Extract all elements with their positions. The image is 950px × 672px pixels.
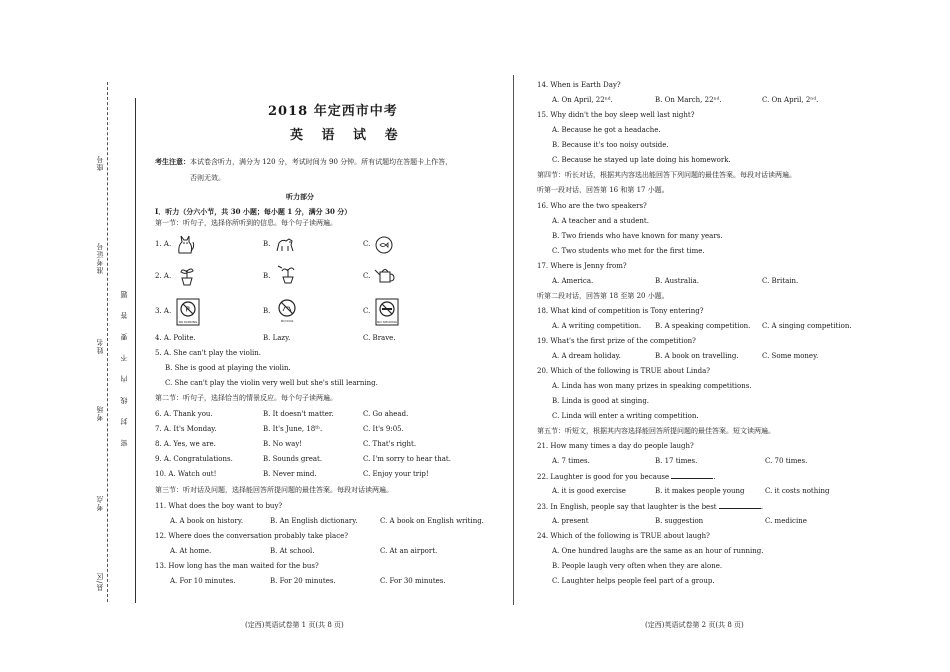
q21-question: 21. How many times a day do people laugh? [537, 442, 694, 450]
q8-option-c: C. That's right. [363, 440, 417, 448]
q18-option-c: C. A singing competition. [762, 322, 852, 330]
q10-option-c: C. Enjoy your trip! [363, 470, 429, 478]
q4-option-a: 4. A. Polite. [155, 334, 196, 342]
q9-option-a: 9. A. Congratulations. [155, 455, 233, 463]
q22-option-c: C. it costs nothing [765, 487, 830, 495]
q1-b-label: B. [263, 240, 271, 248]
q16-option-a: A. A teacher and a student. [552, 217, 649, 225]
footer-page-1: (定西)英语试卷第 1 页(共 8 页) [245, 621, 344, 629]
q23-blank [719, 502, 764, 511]
q14-option-a: A. On April, 22ⁿᵈ. [552, 96, 613, 104]
q6-option-b: B. It doesn't matter. [263, 410, 334, 418]
q4-option-c: C. Brave. [363, 334, 396, 342]
seal-warning-text: 密 封 线 内 不 要 答 题 [120, 285, 128, 447]
binding-dashed-line [107, 82, 108, 602]
q7-option-b: B. It's June, 18ᵗʰ. [263, 425, 323, 433]
q14-option-b: B. On March, 22ⁿᵈ. [655, 96, 722, 104]
q23-option-b: B. suggestion [655, 517, 704, 525]
q16-option-c: C. Two students who met for the first time. [552, 247, 705, 255]
q15-question: 15. Why didn't the boy sleep well last night? [537, 111, 695, 119]
plant-pot-icon [176, 264, 198, 286]
q5-option-a: 5. A. She can't play the violin. [155, 349, 262, 357]
q2-a-label: 2. A. [155, 272, 172, 280]
q16-question: 16. Who are the two speakers? [537, 202, 647, 210]
q9-option-b: B. Sounds great. [263, 455, 323, 463]
sidebar-name-label: 姓名 [96, 338, 104, 354]
q19-question: 19. What's the first prize of the competition? [537, 337, 696, 345]
listening-part-title: 听力部分 [286, 192, 314, 201]
q12-option-a: A. At home. [170, 547, 212, 555]
seal-line [135, 98, 136, 603]
listening-section-title: Ⅰ．听力（分六小节，共 30 小题；每小题 1 分，满分 30 分） [155, 207, 352, 216]
q22-question [537, 472, 716, 482]
notice-line-1: 本试卷含听力，满分为 120 分，考试时间为 90 分钟。所有试题均在答题卡上作答， [190, 158, 453, 166]
q12-option-c: C. At an airport. [380, 547, 438, 555]
exam-subtitle: 英 语 试 卷 [290, 128, 405, 143]
sidebar-site-label: 考点 [96, 495, 104, 511]
watering-plant-icon [276, 262, 298, 284]
q24-option-b: B. People laugh very often when they are alone. [552, 562, 723, 570]
q21-option-a: A. 7 times. [552, 457, 590, 465]
q24-question: 24. Which of the following is TRUE about laugh? [537, 532, 710, 540]
q9-option-c: C. I'm sorry to hear that. [363, 455, 451, 463]
q17-option-c: C. Britain. [762, 277, 799, 285]
section-4-dialog-2: 听第二段对话，回答第 18 至第 20 小题。 [537, 292, 669, 300]
notice-line-2: 否则无效。 [190, 174, 225, 182]
q15-option-c: C. Because he stayed up late doing his homework. [552, 156, 731, 164]
q20-option-b: B. Linda is good at singing. [552, 397, 650, 405]
q12-option-b: B. At school. [270, 547, 315, 555]
q8-option-b: B. No way! [263, 440, 303, 448]
q7-option-c: C. It's 9:05. [363, 425, 404, 433]
q24-option-a: A. One hundred laughs are the same as an hour of running. [552, 547, 764, 555]
q22-blank [671, 472, 716, 481]
svg-text:NO SMOKING: NO SMOKING [377, 320, 397, 324]
q23-question-end: . [760, 503, 764, 511]
column-divider [513, 75, 514, 605]
svg-text:NO DOGS: NO DOGS [280, 320, 294, 323]
q6-option-a: 6. A. Thank you. [155, 410, 213, 418]
q20-question: 20. Which of the following is TRUE about Linda? [537, 367, 711, 375]
q19-option-a: A. A dream holiday. [552, 352, 621, 360]
sidebar-room-label: 考场 [96, 405, 104, 421]
q23-question-text: 23. In English, people say that laughter is the best [537, 503, 717, 511]
notice-label: 考生注意： [155, 157, 190, 166]
dog-icon [274, 233, 296, 255]
q21-option-c: C. 70 times. [765, 457, 808, 465]
q3-c-label: C. [363, 307, 371, 315]
q13-option-a: A. For 10 minutes. [170, 577, 236, 585]
q11-option-a: A. A book on history. [170, 517, 244, 525]
section-5-instruction: 第五节：听短文，根据其内容选择能回答所提问题的最佳答案。短文读两遍。 [537, 427, 775, 435]
q22-question-text: 22. Laughter is good for you because [537, 473, 670, 481]
q5-option-b: B. She is good at playing the violin. [165, 364, 291, 372]
section-4-dialog-1: 听第一段对话，回答第 16 和第 17 小题。 [537, 186, 669, 194]
q10-option-b: B. Never mind. [263, 470, 317, 478]
q17-question: 17. Where is Jenny from? [537, 262, 627, 270]
q10-option-a: 10. A. Watch out! [155, 470, 217, 478]
q18-option-b: B. A speaking competition. [655, 322, 751, 330]
q19-option-c: C. Some money. [762, 352, 819, 360]
q21-option-b: B. 17 times. [655, 457, 698, 465]
q15-option-a: A. Because he got a headache. [552, 126, 661, 134]
q1-c-label: C. [363, 240, 371, 248]
q22-question-end: . [713, 473, 716, 481]
q2-b-label: B. [263, 272, 271, 280]
exam-title: 2018 年定西市中考 [268, 104, 398, 119]
q13-question: 13. How long has the man waited for the bus? [155, 562, 319, 570]
section-3-instruction: 第三节：听对话及问题，选择能回答所提问题的最佳答案。每段对话读两遍。 [155, 486, 393, 494]
q22-option-a: A. it is good exercise [552, 487, 626, 495]
no-parking-sign-icon [176, 298, 200, 326]
sidebar-county-label: 县/区 [96, 572, 104, 592]
svg-text:NO PARKING: NO PARKING [178, 320, 198, 324]
svg-text:P: P [185, 305, 190, 314]
footer-page-2: (定西)英语试卷第 2 页(共 8 页) [645, 621, 744, 629]
q3-b-label: B. [263, 307, 271, 315]
q13-option-b: B. For 20 minutes. [270, 577, 336, 585]
q2-c-label: C. [363, 272, 371, 280]
q14-option-c: C. On April, 2ⁿᵈ. [762, 96, 819, 104]
q5-option-c: C. She can't play the violin very well but she's still learning. [165, 379, 378, 387]
q20-option-c: C. Linda will enter a writing competition. [552, 412, 699, 420]
sidebar-ticket-no-label: 准考证号 [96, 242, 104, 274]
q1-a-label: 1. A. [155, 240, 172, 248]
q16-option-b: B. Two friends who have known for many years. [552, 232, 723, 240]
q15-option-b: B. Because it's too noisy outside. [552, 141, 669, 149]
section-2-instruction: 第二节：听句子，选择恰当的情景反应。每个句子读两遍。 [155, 394, 337, 402]
q18-question: 18. What kind of competition is Tony entering? [537, 307, 704, 315]
q8-option-a: 8. A. Yes, we are. [155, 440, 216, 448]
section-4-instruction: 第四节：听长对话，根据其内容选出能回答下列问题的最佳答案。每段对话读两遍。 [537, 171, 796, 179]
q23-option-a: A. present [552, 517, 589, 525]
no-smoking-sign-icon [375, 298, 399, 326]
page-2 [475, 0, 950, 672]
q22-option-b: B. it makes people young [655, 487, 745, 495]
q13-option-c: C. For 30 minutes. [380, 577, 446, 585]
cat-icon [174, 233, 196, 255]
q14-question: 14. When is Earth Day? [537, 81, 621, 89]
q4-option-b: B. Lazy. [263, 334, 291, 342]
q23-option-c: C. medicine [765, 517, 807, 525]
q11-question: 11. What does the boy want to buy? [155, 502, 283, 510]
q7-option-a: 7. A. It's Monday. [155, 425, 217, 433]
q3-a-label: 3. A. [155, 307, 172, 315]
q12-question: 12. Where does the conversation probably take place? [155, 532, 349, 540]
q17-option-b: B. Australia. [655, 277, 699, 285]
fishbowl-icon [372, 233, 394, 255]
q11-option-b: B. An English dictionary. [270, 517, 358, 525]
q24-option-c: C. Laughter helps people feel part of a group. [552, 577, 715, 585]
q6-option-c: C. Go ahead. [363, 410, 409, 418]
q20-option-a: A. Linda has won many prizes in speaking competitions. [552, 382, 752, 390]
q23-question [537, 502, 763, 512]
q18-option-a: A. A writing competition. [552, 322, 642, 330]
sidebar-exam-no-label: 座号 [96, 155, 104, 171]
watering-can-icon [374, 262, 396, 284]
no-dog-walking-sign-icon [275, 296, 299, 324]
q19-option-b: B. A book on travelling. [655, 352, 739, 360]
section-1-instruction: 第一节：听句子，选择你所听到的信息。每个句子读两遍。 [155, 219, 337, 227]
q17-option-a: A. America. [552, 277, 594, 285]
q11-option-c: C. A book on English writing. [380, 517, 484, 525]
